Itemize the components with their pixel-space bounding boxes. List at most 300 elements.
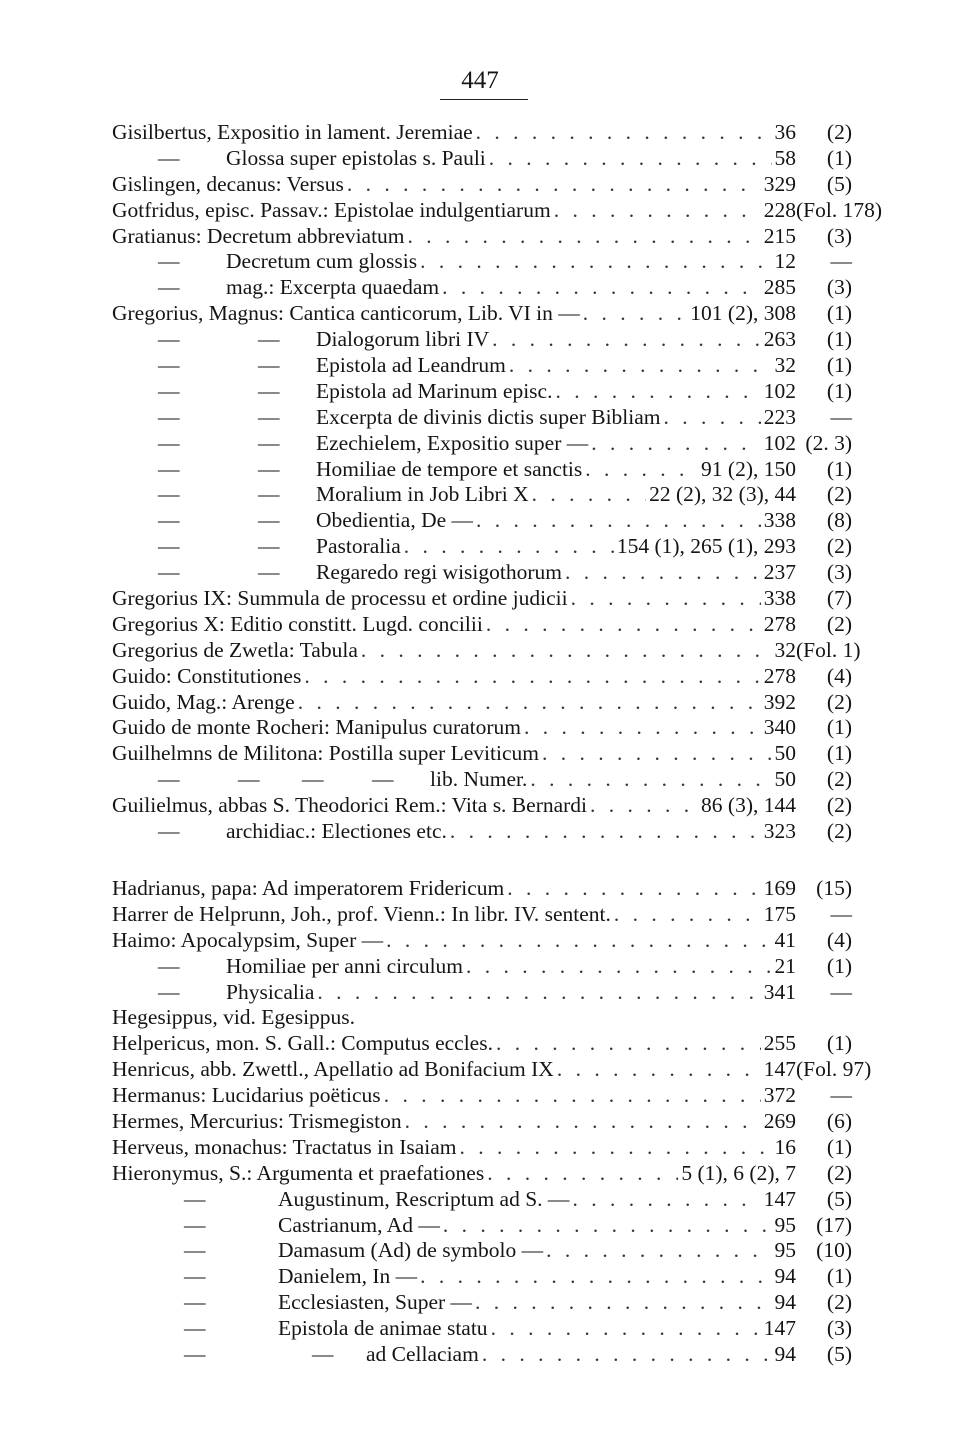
leader-dots xyxy=(664,405,761,431)
index-entry xyxy=(112,1031,852,1057)
page-reference: 228 xyxy=(763,197,796,222)
item-reference: (2) xyxy=(826,819,852,844)
ditto-dash: — xyxy=(258,508,280,533)
ditto-dash: — xyxy=(258,456,280,481)
index-entry xyxy=(112,275,852,301)
item-reference: (Fol. 97) xyxy=(796,1057,872,1082)
index-entry xyxy=(112,1109,852,1135)
ditto-dash: — xyxy=(158,560,180,585)
page-reference: 147 xyxy=(763,1057,796,1082)
leader-dots xyxy=(524,715,761,741)
entry-title xyxy=(366,1342,796,1368)
index-entry xyxy=(112,1187,852,1213)
index-entry xyxy=(112,637,861,664)
item-reference: (15) xyxy=(816,875,852,900)
item-reference: (1) xyxy=(826,301,852,326)
entry-title xyxy=(112,690,796,716)
ditto-dash: — xyxy=(258,560,280,585)
index-entry xyxy=(112,1213,852,1239)
entry-label: Glossa super epistolas s. Pauli xyxy=(226,145,486,170)
entry-title xyxy=(316,482,796,508)
entry-label: Gregorius X: Editio constitt. Lugd. concilii xyxy=(112,611,483,636)
leader-dots xyxy=(450,819,761,845)
item-reference: (1) xyxy=(826,456,852,481)
entry-title xyxy=(112,120,796,146)
ditto-dash: — xyxy=(184,1290,206,1315)
page-reference: 147 xyxy=(763,1186,796,1211)
ditto-dash: — xyxy=(258,327,280,352)
item-reference: (2) xyxy=(826,534,852,559)
ditto-dash: — xyxy=(158,534,180,559)
ditto-dash: — xyxy=(158,249,180,274)
item-reference: (3) xyxy=(826,1316,852,1341)
ditto-dash: — xyxy=(258,430,280,455)
item-reference: (2) xyxy=(826,120,852,144)
page-reference: 263 xyxy=(763,327,796,352)
entry-title xyxy=(112,198,796,224)
entry-title xyxy=(226,249,796,275)
index-entry xyxy=(112,457,852,483)
leader-dots xyxy=(571,586,761,612)
entry-title xyxy=(112,301,796,327)
entry-title xyxy=(316,534,796,560)
ditto-dash: — xyxy=(312,1341,334,1366)
page-number-rule xyxy=(440,99,528,100)
index-entry xyxy=(112,664,852,690)
entry-title xyxy=(112,902,796,928)
leader-dots xyxy=(546,1238,771,1264)
entry-title xyxy=(316,508,796,534)
leader-dots xyxy=(492,327,761,353)
ditto-dash: — xyxy=(158,767,180,792)
entry-title xyxy=(278,1316,796,1342)
item-reference: (2) xyxy=(826,482,852,507)
item-reference: (2) xyxy=(826,793,852,818)
page-reference: 5 (1), 6 (2), 7 xyxy=(681,1160,796,1185)
item-reference: (1) xyxy=(826,741,852,766)
index-entry xyxy=(112,508,852,534)
item-reference: — xyxy=(830,404,852,429)
entry-label: Physicalia xyxy=(226,979,315,1004)
index-entry xyxy=(112,1342,852,1368)
index-entry xyxy=(112,1161,852,1187)
entry-label: Ecclesiasten, Super — xyxy=(278,1290,473,1315)
entry-title xyxy=(112,1161,796,1187)
item-reference: (17) xyxy=(816,1212,852,1237)
ditto-dash: — xyxy=(158,953,180,978)
item-reference: — xyxy=(830,979,852,1004)
entry-title xyxy=(226,980,796,1006)
page-reference: 94 xyxy=(774,1341,796,1366)
index-entry xyxy=(112,249,852,275)
page-reference: 16 xyxy=(774,1134,796,1159)
entry-label: Homiliae de tempore et sanctis xyxy=(316,456,583,481)
page-reference: 372 xyxy=(763,1083,796,1108)
leader-dots xyxy=(420,249,771,275)
leader-dots xyxy=(590,793,698,819)
page-reference: 341 xyxy=(763,979,796,1004)
ditto-dash: — xyxy=(158,145,180,170)
leader-dots xyxy=(466,954,771,980)
leader-dots xyxy=(486,612,761,638)
leader-dots xyxy=(347,172,761,198)
index-entry xyxy=(112,980,852,1006)
page-reference: 50 xyxy=(774,767,796,792)
entry-title xyxy=(112,638,796,664)
ditto-dash: — xyxy=(258,482,280,507)
page-reference: 323 xyxy=(763,819,796,844)
entry-label: Hieronymus, S.: Argumenta et praefationes xyxy=(112,1160,485,1185)
item-reference: (1) xyxy=(826,378,852,403)
ditto-dash: — xyxy=(258,378,280,403)
entry-title xyxy=(278,1290,796,1316)
index-entry xyxy=(112,741,852,767)
leader-dots xyxy=(532,482,647,508)
page-reference: 101 (2), 308 xyxy=(690,301,796,326)
index-list xyxy=(112,120,882,1368)
item-reference: (2. 3) xyxy=(805,430,852,455)
entry-label: Epistola ad Leandrum xyxy=(316,353,506,378)
index-entry xyxy=(112,793,852,819)
leader-dots xyxy=(482,1342,772,1368)
item-reference: — xyxy=(830,249,852,274)
ditto-dash: — xyxy=(184,1238,206,1263)
entry-title xyxy=(112,172,796,198)
index-entry xyxy=(112,1057,872,1083)
item-reference: (1) xyxy=(826,353,852,378)
page-reference: 95 xyxy=(774,1212,796,1237)
leader-dots xyxy=(572,1187,760,1213)
entry-title xyxy=(112,793,796,819)
entry-title xyxy=(278,1264,796,1290)
index-entry xyxy=(112,1083,852,1109)
ditto-dash: — xyxy=(158,979,180,1004)
entry-label: Damasum (Ad) de symbolo — xyxy=(278,1238,544,1263)
index-entry xyxy=(112,586,852,612)
ditto-dash: — xyxy=(184,1316,206,1341)
ditto-dash: — xyxy=(302,767,324,792)
leader-dots xyxy=(404,534,614,560)
section-gap xyxy=(112,845,852,876)
entry-title xyxy=(316,431,796,457)
page-reference: 36 xyxy=(774,120,796,144)
entry-title xyxy=(430,767,796,793)
leader-dots xyxy=(585,457,698,483)
entry-title xyxy=(112,586,796,612)
index-entry xyxy=(112,146,852,172)
entry-label: Hermes, Mercurius: Trismegiston xyxy=(112,1108,402,1133)
item-reference: (5) xyxy=(826,1341,852,1366)
page-reference: 147 xyxy=(763,1316,796,1341)
entry-label: Guido: Constitutiones xyxy=(112,663,302,688)
ditto-dash: — xyxy=(184,1341,206,1366)
page-reference: 392 xyxy=(763,689,796,714)
entry-title xyxy=(112,741,796,767)
page-reference: 58 xyxy=(774,145,796,170)
entry-label: Pastoralia xyxy=(316,534,401,559)
entry-title xyxy=(112,224,796,250)
page-reference: 22 (2), 32 (3), 44 xyxy=(649,482,796,507)
ditto-dash: — xyxy=(238,767,260,792)
entry-label: lib. Numer. xyxy=(430,767,528,792)
item-reference: (1) xyxy=(826,1031,852,1056)
ditto-dash: — xyxy=(372,767,394,792)
page-reference: 338 xyxy=(763,586,796,611)
index-entry xyxy=(112,327,852,353)
leader-dots xyxy=(317,980,760,1006)
item-reference: (6) xyxy=(826,1108,852,1133)
entry-title xyxy=(316,379,796,405)
item-reference: (2) xyxy=(826,1290,852,1315)
entry-label: Herveus, monachus: Tractatus in Isaiam xyxy=(112,1134,457,1159)
ditto-dash: — xyxy=(158,508,180,533)
index-entry xyxy=(112,405,852,431)
item-reference: (1) xyxy=(826,953,852,978)
index-entry xyxy=(112,431,852,457)
item-reference: (5) xyxy=(826,1186,852,1211)
entry-label: Epistola de animae statu xyxy=(278,1316,488,1341)
entry-label: Helpericus, mon. S. Gall.: Computus eccles. xyxy=(112,1031,493,1056)
leader-dots xyxy=(542,741,772,767)
item-reference: — xyxy=(830,1083,852,1108)
entry-title xyxy=(316,353,796,379)
entry-title xyxy=(316,327,796,353)
entry-label: Hadrianus, papa: Ad imperatorem Fridericum xyxy=(112,875,505,900)
index-entry xyxy=(112,767,852,793)
ditto-dash: — xyxy=(158,275,180,300)
leader-dots xyxy=(487,1161,678,1187)
item-reference: (1) xyxy=(826,1264,852,1289)
entry-title xyxy=(316,405,796,431)
leader-dots xyxy=(557,1057,761,1083)
index-entry xyxy=(112,353,852,379)
entry-title xyxy=(112,612,796,638)
index-entry xyxy=(112,954,852,980)
entry-title xyxy=(226,954,796,980)
leader-dots xyxy=(491,1316,761,1342)
index-entry xyxy=(112,1290,852,1316)
page-reference: 329 xyxy=(763,171,796,196)
index-entry xyxy=(112,1264,852,1290)
page-reference: 338 xyxy=(763,508,796,533)
page-reference: 215 xyxy=(763,223,796,248)
leader-dots xyxy=(583,301,688,327)
entry-label: Guilielmus, abbas S. Theodorici Rem.: Vita s. Bernardi xyxy=(112,793,588,818)
leader-dots xyxy=(386,928,771,954)
index-entry xyxy=(112,1135,852,1161)
item-reference: (2) xyxy=(826,611,852,636)
entry-label: Dialogorum libri IV xyxy=(316,327,490,352)
entry-title xyxy=(112,715,796,741)
item-reference: (Fol. 178) xyxy=(796,197,882,222)
entry-label: Excerpta de divinis dictis super Bibliam xyxy=(316,404,661,429)
entry-label: Augustinum, Rescriptum ad S. — xyxy=(278,1186,570,1211)
page-reference: 154 (1), 265 (1), 293 xyxy=(616,534,796,559)
index-entry xyxy=(112,902,852,928)
item-reference: (5) xyxy=(826,171,852,196)
entry-label: Moralium in Job Libri X xyxy=(316,482,529,507)
item-reference: (3) xyxy=(826,275,852,300)
entry-title xyxy=(278,1238,796,1264)
leader-dots xyxy=(591,431,760,457)
ditto-dash: — xyxy=(158,456,180,481)
index-entry xyxy=(112,224,852,250)
entry-title xyxy=(112,664,796,690)
entry-title xyxy=(278,1213,796,1239)
entry-label: archidiac.: Electiones etc. xyxy=(226,819,447,844)
index-entry xyxy=(112,928,852,954)
index-entry xyxy=(112,534,852,560)
leader-dots xyxy=(507,876,760,902)
page-reference: 237 xyxy=(763,560,796,585)
page-reference: 102 xyxy=(763,378,796,403)
entry-label: Epistola ad Marinum episc. xyxy=(316,378,553,403)
index-entry xyxy=(112,690,852,716)
ditto-dash: — xyxy=(158,353,180,378)
page-reference: 340 xyxy=(763,715,796,740)
page-reference: 102 xyxy=(763,430,796,455)
leader-dots xyxy=(565,560,761,586)
page-reference: 95 xyxy=(774,1238,796,1263)
item-reference: (1) xyxy=(826,327,852,352)
page-reference: 94 xyxy=(774,1290,796,1315)
index-entry xyxy=(112,612,852,638)
entry-title xyxy=(316,457,796,483)
leader-dots xyxy=(476,120,772,146)
entry-label: Gregorius IX: Summula de processu et ordine judicii xyxy=(112,586,568,611)
leader-dots xyxy=(384,1083,761,1109)
item-reference: (2) xyxy=(826,1160,852,1185)
index-entry xyxy=(112,876,852,902)
page-reference: 285 xyxy=(763,275,796,300)
page-reference: 32 xyxy=(774,637,796,662)
index-entry xyxy=(112,819,852,845)
page-reference: 223 xyxy=(763,404,796,429)
entry-title xyxy=(226,146,796,172)
page-reference: 41 xyxy=(774,927,796,952)
leader-dots xyxy=(475,1290,771,1316)
entry-label: Henricus, abb. Zwettl., Apellatio ad Bonifacium IX xyxy=(112,1057,554,1082)
index-entry xyxy=(112,482,852,508)
item-reference: — xyxy=(830,901,852,926)
entry-label: Homiliae per anni circulum xyxy=(226,953,464,978)
index-entry xyxy=(112,1238,852,1264)
leader-dots xyxy=(476,508,761,534)
ditto-dash: — xyxy=(258,534,280,559)
entry-label: Castrianum, Ad — xyxy=(278,1212,440,1237)
leader-dots xyxy=(405,1109,761,1135)
leader-dots xyxy=(530,767,771,793)
page-reference: 169 xyxy=(763,875,796,900)
entry-label: Regaredo regi wisigothorum xyxy=(316,560,563,585)
item-reference: (4) xyxy=(826,663,852,688)
leader-dots xyxy=(554,198,761,224)
page-reference: 21 xyxy=(774,953,796,978)
page-reference: 269 xyxy=(763,1108,796,1133)
entry-label: Guido de monte Rocheri: Manipulus curatorum xyxy=(112,715,522,740)
ditto-dash: — xyxy=(158,378,180,403)
leader-dots xyxy=(496,1031,761,1057)
entry-label: mag.: Excerpta quaedam xyxy=(226,275,440,300)
entry-label: Hermanus: Lucidarius poëticus xyxy=(112,1083,381,1108)
leader-dots xyxy=(443,1213,772,1239)
page-reference: 91 (2), 150 xyxy=(701,456,796,481)
item-reference: (2) xyxy=(826,689,852,714)
entry-title xyxy=(112,1109,796,1135)
entry-label: Guido, Mag.: Arenge xyxy=(112,689,295,714)
item-reference: (7) xyxy=(826,586,852,611)
page-reference: 32 xyxy=(774,353,796,378)
entry-title xyxy=(112,928,796,954)
ditto-dash: — xyxy=(258,353,280,378)
index-entry xyxy=(112,197,882,224)
item-reference: (Fol. 1) xyxy=(796,637,861,662)
leader-dots xyxy=(408,224,761,250)
entry-title xyxy=(316,560,796,586)
ditto-dash: — xyxy=(158,404,180,429)
leader-dots xyxy=(614,902,761,928)
entry-label: Hegesippus, vid. Egesippus. xyxy=(112,1005,356,1030)
entry-label: Gregorius, Magnus: Cantica canticorum, Lib. VI in — xyxy=(112,301,580,326)
page-reference: 86 (3), 144 xyxy=(701,793,796,818)
index-entry xyxy=(112,120,852,146)
index-entry xyxy=(112,1005,852,1031)
index-entry xyxy=(112,715,852,741)
entry-label: Gisilbertus, Expositio in lament. Jeremiae xyxy=(112,120,473,144)
leader-dots xyxy=(442,275,761,301)
item-reference: (10) xyxy=(816,1238,852,1263)
entry-label: Guilhelmns de Militona: Postilla super Leviticum xyxy=(112,741,539,766)
entry-label: Gregorius de Zwetla: Tabula xyxy=(112,637,358,662)
entry-title xyxy=(112,1057,796,1083)
ditto-dash: — xyxy=(158,430,180,455)
item-reference: (4) xyxy=(826,927,852,952)
entry-label: Obedientia, De — xyxy=(316,508,474,533)
page-reference: 12 xyxy=(774,249,796,274)
leader-dots xyxy=(361,638,772,664)
ditto-dash: — xyxy=(158,482,180,507)
page-number: 447 xyxy=(461,67,499,94)
leader-dots xyxy=(555,379,760,405)
ditto-dash: — xyxy=(184,1212,206,1237)
entry-label: Ezechielem, Expositio super — xyxy=(316,430,589,455)
entry-label: Haimo: Apocalypsim, Super — xyxy=(112,927,384,952)
entry-label: Danielem, In — xyxy=(278,1264,418,1289)
ditto-dash: — xyxy=(158,819,180,844)
entry-title xyxy=(112,1135,796,1161)
ditto-dash: — xyxy=(158,327,180,352)
item-reference: (1) xyxy=(826,715,852,740)
entry-title xyxy=(112,1083,796,1109)
entry-label: Decretum cum glossis xyxy=(226,249,418,274)
ditto-dash: — xyxy=(184,1186,206,1211)
leader-dots xyxy=(420,1264,771,1290)
leader-dots xyxy=(489,146,772,172)
item-reference: (1) xyxy=(826,1134,852,1159)
leader-dots xyxy=(460,1135,772,1161)
item-reference: (2) xyxy=(826,767,852,792)
entry-label: Harrer de Helprunn, Joh., prof. Vienn.: In libr. IV. sentent. xyxy=(112,901,611,926)
entry-title xyxy=(226,275,796,301)
index-entry xyxy=(112,301,852,327)
entry-title xyxy=(278,1187,796,1213)
item-reference: (8) xyxy=(826,508,852,533)
item-reference: (3) xyxy=(826,223,852,248)
entry-label: Gotfridus, episc. Passav.: Epistolae indulgentiarum xyxy=(112,197,551,222)
page-reference: 255 xyxy=(763,1031,796,1056)
index-entry xyxy=(112,1316,852,1342)
leader-dots xyxy=(298,690,761,716)
